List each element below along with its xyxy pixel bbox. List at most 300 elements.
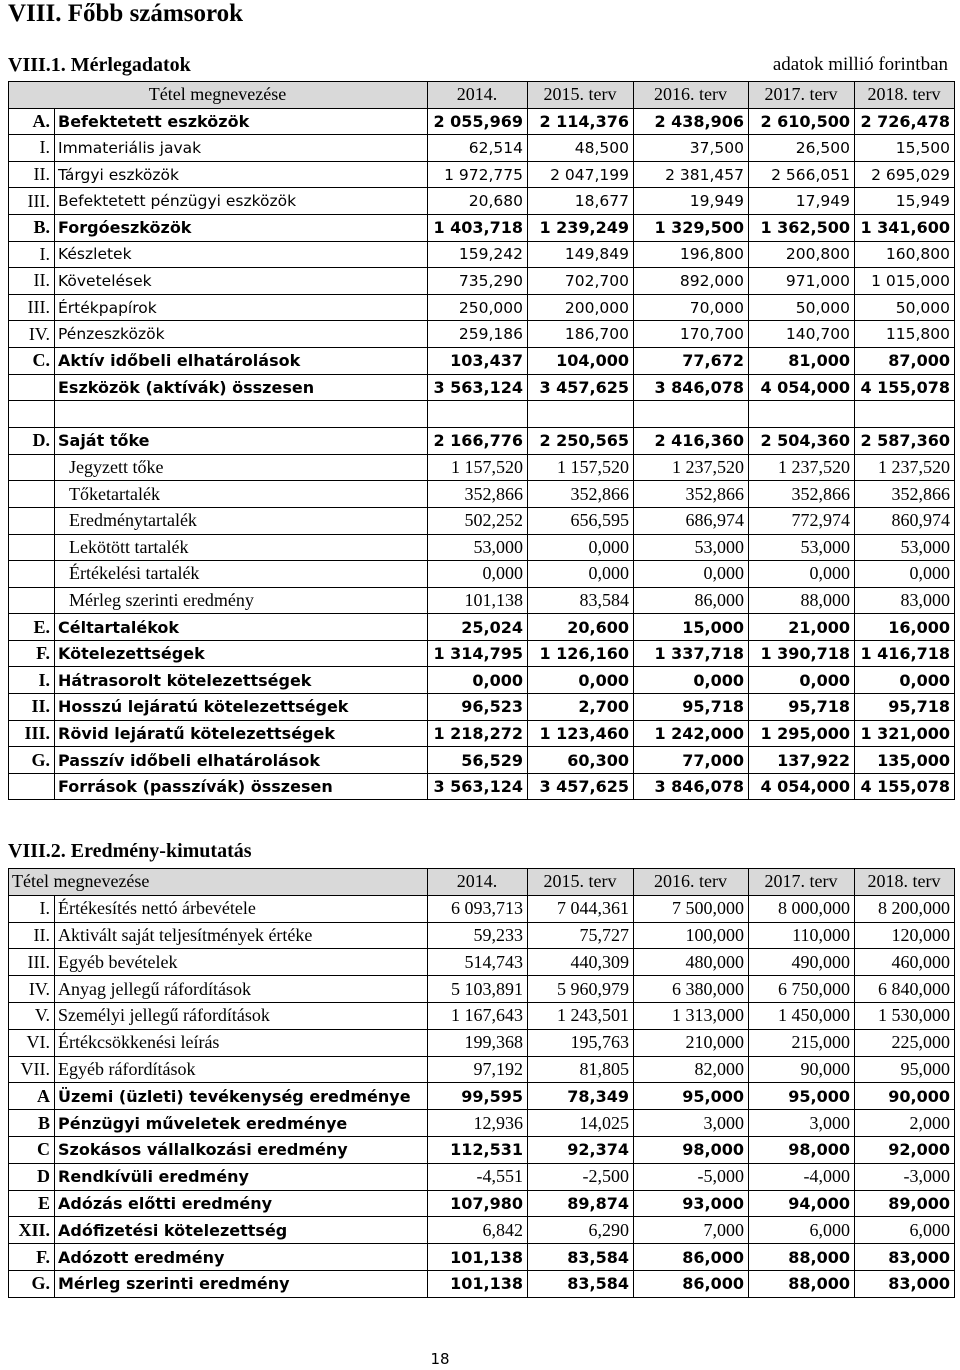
row-value: 0,000 [528,534,634,561]
row-name: Készletek [55,241,428,268]
row-name: Értékcsökkenési leírás [55,1029,428,1056]
row-value: 103,437 [428,347,528,374]
row-value: 115,800 [855,321,955,348]
row-code [9,587,55,614]
row-value: 100,000 [634,922,749,949]
row-code: A [9,1083,55,1110]
row-code: II. [9,268,55,295]
row-name: Források (passzívák) összesen [55,773,428,800]
row-code: C. [9,347,55,374]
table-row [9,241,955,268]
row-value: 6 380,000 [634,976,749,1003]
row-code: II. [9,161,55,188]
row-name: Forgóeszközök [55,214,428,241]
row-value: 1 237,520 [855,454,955,481]
row-value: 6,842 [428,1217,528,1244]
income-statement-table [8,868,955,1298]
row-value [749,401,855,428]
row-value: 0,000 [428,561,528,588]
row-value: 62,514 [428,135,528,162]
row-value: 90,000 [749,1056,855,1083]
table-row [9,561,955,588]
row-value: 2 587,360 [855,428,955,455]
row-name: Követelések [55,268,428,295]
row-name: Pénzügyi műveletek eredménye [55,1110,428,1137]
table-row [9,188,955,215]
row-value: 26,500 [749,135,855,162]
row-name: Aktív időbeli elhatárolások [55,347,428,374]
row-value: 104,000 [528,347,634,374]
row-name: Mérleg szerinti eredmény [55,587,428,614]
table-header-row [9,869,955,896]
row-value: 90,000 [855,1083,955,1110]
row-value: 83,584 [528,1244,634,1271]
row-code: V. [9,1002,55,1029]
row-value: 0,000 [855,561,955,588]
row-value: -4,551 [428,1163,528,1190]
row-code [9,507,55,534]
row-value: 502,252 [428,507,528,534]
row-value: 2 250,565 [528,428,634,455]
row-value: 95,718 [855,694,955,721]
row-name: Aktivált saját teljesítmények értéke [55,922,428,949]
row-value: 50,000 [749,294,855,321]
row-value: 53,000 [428,534,528,561]
row-value: 2 610,500 [749,108,855,135]
table-row [9,614,955,641]
row-name: Üzemi (üzleti) tevékenység eredménye [55,1083,428,1110]
row-value: 2,000 [855,1110,955,1137]
table-row [9,1110,955,1137]
row-value: 15,000 [634,614,749,641]
row-value: 892,000 [634,268,749,295]
row-value [428,401,528,428]
row-value: 1 341,600 [855,214,955,241]
row-value: 75,727 [528,922,634,949]
row-value: 352,866 [749,481,855,508]
row-value: 93,000 [634,1190,749,1217]
row-value: 2 726,478 [855,108,955,135]
row-code: B [9,1110,55,1137]
row-value: 1 362,500 [749,214,855,241]
row-value: 15,500 [855,135,955,162]
row-value: -5,000 [634,1163,749,1190]
row-value: 86,000 [634,1244,749,1271]
table-row [9,1002,955,1029]
row-code: B. [9,214,55,241]
row-value: 159,242 [428,241,528,268]
row-value: 2 114,376 [528,108,634,135]
row-value: 250,000 [428,294,528,321]
row-value: 1 237,520 [634,454,749,481]
row-value: 200,800 [749,241,855,268]
row-value: 1 126,160 [528,640,634,667]
row-value: 99,595 [428,1083,528,1110]
row-value: 1 972,775 [428,161,528,188]
row-value: 81,805 [528,1056,634,1083]
row-code: D [9,1163,55,1190]
row-value: 6,000 [855,1217,955,1244]
row-value: 440,309 [528,949,634,976]
row-value: 352,866 [855,481,955,508]
row-value: 14,025 [528,1110,634,1137]
row-code: III. [9,720,55,747]
row-value: 4 155,078 [855,773,955,800]
row-value: 4 054,000 [749,374,855,401]
row-value: 97,192 [428,1056,528,1083]
header-year: 2018. terv [855,82,955,109]
row-name: Tárgyi eszközök [55,161,428,188]
row-value: 6,290 [528,1217,634,1244]
row-value: 2 047,199 [528,161,634,188]
row-name: Eredménytartalék [55,507,428,534]
table-row [9,1244,955,1271]
row-value: 199,368 [428,1029,528,1056]
row-value: 0,000 [428,667,528,694]
row-value: 12,936 [428,1110,528,1137]
header-year: 2018. terv [855,869,955,896]
row-value: 135,000 [855,747,955,774]
row-value: 56,529 [428,747,528,774]
table-row [9,374,955,401]
row-value: 82,000 [634,1056,749,1083]
row-value: 1 390,718 [749,640,855,667]
row-code: I. [9,895,55,922]
row-value: 86,000 [634,587,749,614]
row-code: I. [9,135,55,162]
row-value: 3 846,078 [634,374,749,401]
table-row [9,481,955,508]
row-value: 95,000 [749,1083,855,1110]
row-name: Egyéb bevételek [55,949,428,976]
section2-title: VIII.2. Eredmény-kimutatás [8,840,252,862]
table-row [9,347,955,374]
row-value: 107,980 [428,1190,528,1217]
row-value: 7 500,000 [634,895,749,922]
row-value: 1 242,000 [634,720,749,747]
row-value: 94,000 [749,1190,855,1217]
row-name: Személyi jellegű ráfordítások [55,1002,428,1029]
row-value [528,401,634,428]
row-name: Egyéb ráfordítások [55,1056,428,1083]
row-value: 83,584 [528,1270,634,1297]
row-value: 1 015,000 [855,268,955,295]
row-code [9,561,55,588]
table-row [9,135,955,162]
table-row [9,214,955,241]
row-value: 971,000 [749,268,855,295]
row-name: Mérleg szerinti eredmény [55,1270,428,1297]
row-value: 78,349 [528,1083,634,1110]
row-code [9,481,55,508]
row-value: 1 416,718 [855,640,955,667]
row-value: 6 840,000 [855,976,955,1003]
row-code: A. [9,108,55,135]
row-name: Immateriális javak [55,135,428,162]
row-value: 1 403,718 [428,214,528,241]
row-value: 1 123,460 [528,720,634,747]
row-value: 17,949 [749,188,855,215]
row-value: 1 295,000 [749,720,855,747]
row-value: 210,000 [634,1029,749,1056]
row-value: 83,000 [855,1270,955,1297]
row-value: 215,000 [749,1029,855,1056]
row-value: 101,138 [428,1244,528,1271]
row-name: Céltartalékok [55,614,428,641]
row-value: 7,000 [634,1217,749,1244]
row-value: 6 093,713 [428,895,528,922]
row-value: 137,922 [749,747,855,774]
row-code: F. [9,640,55,667]
row-value: 3 563,124 [428,374,528,401]
row-value: 1 239,249 [528,214,634,241]
row-value: 735,290 [428,268,528,295]
row-value: 19,949 [634,188,749,215]
header-year: 2014. [428,869,528,896]
header-year: 2017. terv [749,869,855,896]
row-value: 112,531 [428,1136,528,1163]
row-value: 1 450,000 [749,1002,855,1029]
row-value: 18,677 [528,188,634,215]
table-row [9,268,955,295]
table-row [9,949,955,976]
row-value: 860,974 [855,507,955,534]
row-name: Rövid lejáratű kötelezettségek [55,720,428,747]
row-value: 1 530,000 [855,1002,955,1029]
row-value: 95,000 [855,1056,955,1083]
row-value: 200,000 [528,294,634,321]
row-code: I. [9,241,55,268]
header-year: 2016. terv [634,869,749,896]
row-value: 2 166,776 [428,428,528,455]
row-value: 0,000 [634,667,749,694]
table-row [9,507,955,534]
row-value: 5 103,891 [428,976,528,1003]
row-value: 16,000 [855,614,955,641]
table-row [9,1190,955,1217]
row-name [55,401,428,428]
row-value: 1 321,000 [855,720,955,747]
table-row [9,321,955,348]
row-value: 77,000 [634,747,749,774]
row-code: IV. [9,321,55,348]
row-name: Saját tőke [55,428,428,455]
row-value: 3 457,625 [528,374,634,401]
row-value: 20,680 [428,188,528,215]
table-row [9,1217,955,1244]
row-value: 95,718 [749,694,855,721]
row-value: 0,000 [855,667,955,694]
row-value: 86,000 [634,1270,749,1297]
row-value: 0,000 [749,561,855,588]
table-row [9,428,955,455]
row-value: 772,974 [749,507,855,534]
row-value: 2 504,360 [749,428,855,455]
table-header-row [9,82,955,109]
row-value: 170,700 [634,321,749,348]
row-name: Kötelezettségek [55,640,428,667]
row-value: 70,000 [634,294,749,321]
row-name: Eszközök (aktívák) összesen [55,374,428,401]
row-code: F. [9,1244,55,1271]
row-value: 25,024 [428,614,528,641]
row-value: 3,000 [634,1110,749,1137]
row-name: Adófizetési kötelezettség [55,1217,428,1244]
table-row [9,161,955,188]
row-value: 1 157,520 [528,454,634,481]
header-item-name: Tétel megnevezése [9,869,428,896]
header-year: 2017. terv [749,82,855,109]
table-row [9,401,955,428]
row-value: 83,584 [528,587,634,614]
row-name: Szokásos vállalkozási eredmény [55,1136,428,1163]
row-value: 0,000 [528,561,634,588]
row-value: 120,000 [855,922,955,949]
row-name: Hosszú lejáratú kötelezettségek [55,694,428,721]
row-value: 53,000 [855,534,955,561]
row-value: 140,700 [749,321,855,348]
section1-title: VIII.1. Mérlegadatok [8,54,191,76]
row-code [9,454,55,481]
row-name: Passzív időbeli elhatárolások [55,747,428,774]
header-year: 2015. terv [528,869,634,896]
row-value: 8 200,000 [855,895,955,922]
row-value: 21,000 [749,614,855,641]
row-value: 77,672 [634,347,749,374]
row-code: I. [9,667,55,694]
header-year: 2014. [428,82,528,109]
table-row [9,534,955,561]
row-code: E [9,1190,55,1217]
row-value: 1 237,520 [749,454,855,481]
row-value: 3 563,124 [428,773,528,800]
row-value: 88,000 [749,1244,855,1271]
row-value: 160,800 [855,241,955,268]
row-value: 702,700 [528,268,634,295]
row-value: 7 044,361 [528,895,634,922]
row-value: 2,700 [528,694,634,721]
row-value: 1 313,000 [634,1002,749,1029]
row-value: 149,849 [528,241,634,268]
row-value: 53,000 [749,534,855,561]
row-name: Befektetett pénzügyi eszközök [55,188,428,215]
row-value: 480,000 [634,949,749,976]
table-row [9,694,955,721]
row-value: 2 381,457 [634,161,749,188]
table-row [9,976,955,1003]
row-value: 92,374 [528,1136,634,1163]
table-row [9,1083,955,1110]
row-value: 196,800 [634,241,749,268]
row-value: 2 438,906 [634,108,749,135]
row-value: 81,000 [749,347,855,374]
row-value: 490,000 [749,949,855,976]
row-code: XII. [9,1217,55,1244]
row-name: Adózott eredmény [55,1244,428,1271]
row-value: 89,000 [855,1190,955,1217]
row-name: Befektetett eszközök [55,108,428,135]
table-row [9,773,955,800]
row-code: III. [9,188,55,215]
row-value: 0,000 [528,667,634,694]
row-value: 83,000 [855,1244,955,1271]
row-name: Értékesítés nettó árbevétele [55,895,428,922]
table-row [9,1163,955,1190]
row-value: 59,233 [428,922,528,949]
row-value: 60,300 [528,747,634,774]
row-code [9,534,55,561]
row-value: 87,000 [855,347,955,374]
table-row [9,1136,955,1163]
row-value: 2 416,360 [634,428,749,455]
row-value: 352,866 [428,481,528,508]
row-value: 50,000 [855,294,955,321]
row-value: 88,000 [749,1270,855,1297]
table-row [9,1029,955,1056]
row-value: 53,000 [634,534,749,561]
row-value: 1 243,501 [528,1002,634,1029]
row-value: 92,000 [855,1136,955,1163]
row-value: 5 960,979 [528,976,634,1003]
row-value: 2 566,051 [749,161,855,188]
row-code: II. [9,922,55,949]
row-value: 2 055,969 [428,108,528,135]
row-value: -3,000 [855,1163,955,1190]
row-value: 48,500 [528,135,634,162]
row-value [634,401,749,428]
row-name: Lekötött tartalék [55,534,428,561]
row-value: 259,186 [428,321,528,348]
table-row [9,922,955,949]
row-value: 95,718 [634,694,749,721]
row-value [855,401,955,428]
table-row [9,587,955,614]
row-name: Hátrasorolt kötelezettségek [55,667,428,694]
row-name: Anyag jellegű ráfordítások [55,976,428,1003]
row-value: 460,000 [855,949,955,976]
row-value: 3,000 [749,1110,855,1137]
row-value: -4,000 [749,1163,855,1190]
row-value: 8 000,000 [749,895,855,922]
row-value: 101,138 [428,1270,528,1297]
page-title: VIII. Főbb számsorok [8,0,243,27]
row-value: 96,523 [428,694,528,721]
row-value: 88,000 [749,587,855,614]
row-value: 3 457,625 [528,773,634,800]
row-value: 352,866 [634,481,749,508]
row-code: E. [9,614,55,641]
row-value: 1 337,718 [634,640,749,667]
row-value: 1 329,500 [634,214,749,241]
balance-sheet-table [8,81,955,800]
table-row [9,640,955,667]
row-value: 225,000 [855,1029,955,1056]
header-year: 2015. terv [528,82,634,109]
header-item-name: Tétel megnevezése [9,82,428,109]
row-value: 98,000 [634,1136,749,1163]
row-value: 195,763 [528,1029,634,1056]
row-code: VII. [9,1056,55,1083]
row-value: 0,000 [634,561,749,588]
table-row [9,454,955,481]
row-value: 1 167,643 [428,1002,528,1029]
row-name: Jegyzett tőke [55,454,428,481]
row-value: 352,866 [528,481,634,508]
row-value: 3 846,078 [634,773,749,800]
row-name: Pénzeszközök [55,321,428,348]
row-name: Értékelési tartalék [55,561,428,588]
table-row [9,747,955,774]
